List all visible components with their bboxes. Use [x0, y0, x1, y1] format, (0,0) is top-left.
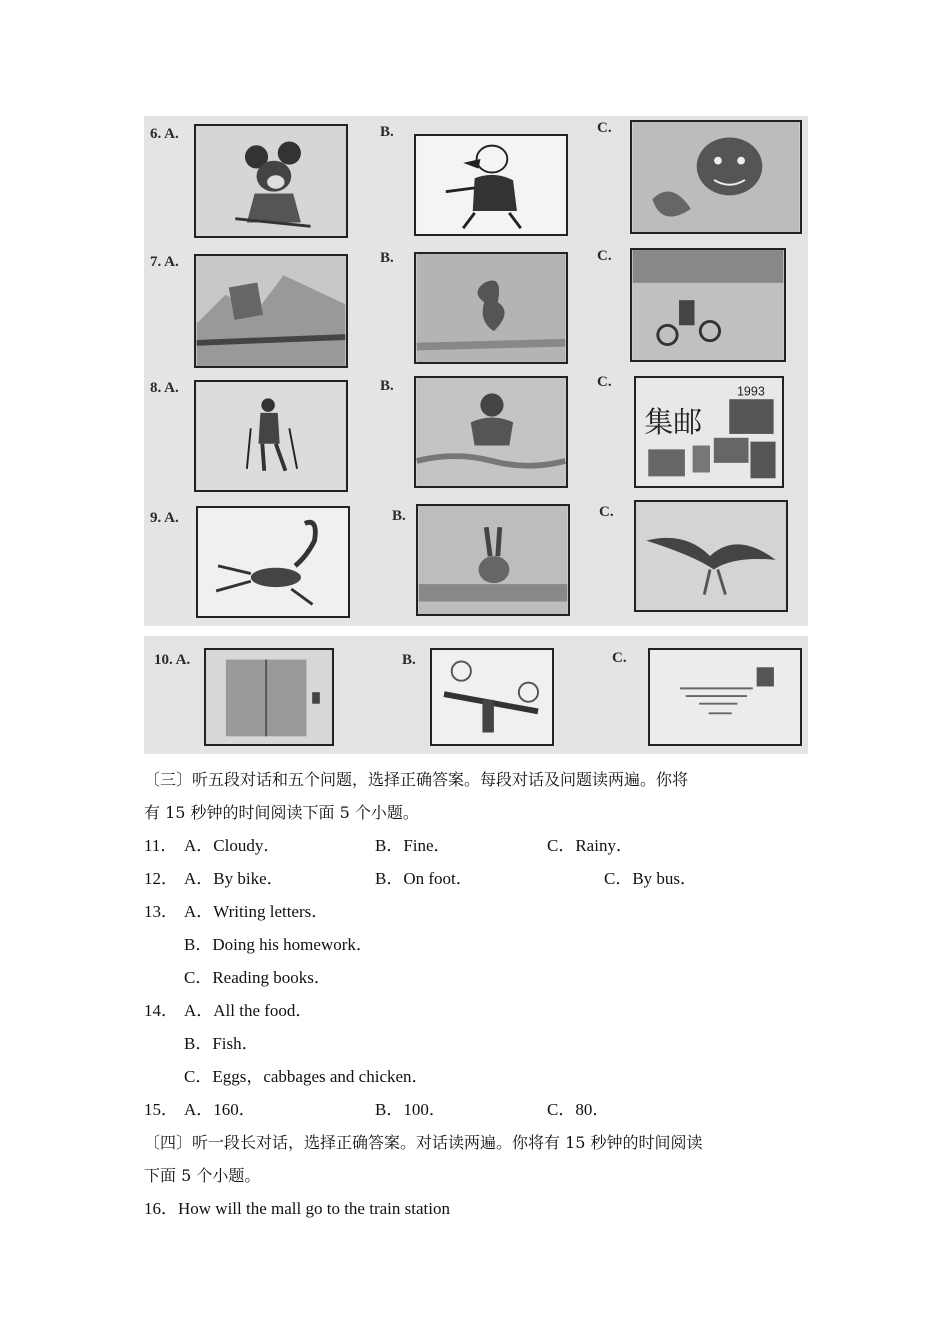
q12-option-a[interactable]: A．By bike．	[184, 869, 284, 888]
q9-b-label: B.	[392, 508, 406, 524]
section3-intro-line2: 有 15 秒钟的时间阅读下面 5 个小题。	[144, 803, 419, 822]
q11-option-a[interactable]: A．Cloudy．	[184, 836, 281, 855]
q7-b-label: B.	[380, 250, 394, 266]
q11-option-b[interactable]: B．Fine．	[375, 836, 451, 855]
q6-c-label: C.	[597, 120, 612, 136]
q12-option-c[interactable]: C．By bus．	[604, 869, 698, 888]
q12-option-b[interactable]: B．On foot．	[375, 869, 473, 888]
q13-option-b[interactable]: B．Doing his homework．	[184, 935, 373, 954]
section3-intro-line1: 〔三〕听五段对话和五个问题，选择正确答案。每段对话及问题读两遍。你将	[144, 770, 689, 789]
q9-label: 9. A.	[150, 510, 179, 526]
section4-intro-line1: 〔四〕听一段长对话，选择正确答案。对话读两遍。你将有 15 秒钟的时间阅读	[144, 1133, 703, 1152]
q15-number: 15．	[144, 1100, 178, 1119]
q6-c-shrek-image[interactable]	[630, 120, 802, 234]
q14-option-c[interactable]: C．Eggs，cabbages and chicken．	[184, 1067, 429, 1086]
q9-b-rabbit-image[interactable]	[416, 504, 570, 616]
q15-option-b[interactable]: B．100．	[375, 1100, 446, 1119]
q14-number: 14．	[144, 1001, 178, 1020]
q6-b-donald-duck-image[interactable]	[414, 134, 568, 236]
q10-b-label: B.	[402, 652, 416, 668]
q13-number: 13．	[144, 902, 178, 921]
picture-questions-scan	[144, 116, 808, 626]
q10-c-label: C.	[612, 650, 627, 666]
q10-c-certificate-image[interactable]	[648, 648, 802, 746]
q14-option-b[interactable]: B．Fish．	[184, 1034, 259, 1053]
q9-c-eagle-image[interactable]	[634, 500, 788, 612]
q7-a-earthquake-ruins-image[interactable]	[194, 254, 348, 368]
q10-label: 10. A.	[154, 652, 191, 668]
q7-b-storm-image[interactable]	[414, 252, 568, 364]
q8-label: 8. A.	[150, 380, 179, 396]
q11-number: 11．	[144, 836, 178, 855]
q6-b-label: B.	[380, 124, 394, 140]
q7-c-flood-image[interactable]	[630, 248, 786, 362]
q12-number: 12．	[144, 869, 178, 888]
q8-b-label: B.	[380, 378, 394, 394]
q8-c-label: C.	[597, 374, 612, 390]
q10-a-elevator-image[interactable]	[204, 648, 334, 746]
stamp-title-text: 集邮	[644, 405, 703, 439]
stamp-year-text: 1993	[736, 384, 765, 399]
q13-option-c[interactable]: C．Reading books．	[184, 968, 331, 987]
q15-option-a[interactable]: A．160．	[184, 1100, 256, 1119]
q8-b-swimming-image[interactable]	[414, 376, 568, 488]
q9-a-scorpion-image[interactable]	[196, 506, 350, 618]
q15-option-c[interactable]: C．80．	[547, 1100, 610, 1119]
q6-label: 6. A.	[150, 126, 179, 142]
q11-option-c[interactable]: C．Rainy．	[547, 836, 633, 855]
q10-b-seesaw-image[interactable]	[430, 648, 554, 746]
q7-label: 7. A.	[150, 254, 179, 270]
q13-option-a[interactable]: A．Writing letters．	[184, 902, 329, 921]
section4-intro-line2: 下面 5 个小题。	[144, 1166, 261, 1185]
picture-question-10-scan	[144, 636, 808, 754]
question-16: 16．How will the mall go to the train station	[144, 1199, 450, 1218]
q8-a-skiing-image[interactable]	[194, 380, 348, 492]
q6-a-mickey-image[interactable]	[194, 124, 348, 238]
q9-c-label: C.	[599, 504, 614, 520]
q7-c-label: C.	[597, 248, 612, 264]
q8-c-stamp-collecting-image[interactable]	[634, 376, 784, 488]
q14-option-a[interactable]: A．All the food．	[184, 1001, 313, 1020]
